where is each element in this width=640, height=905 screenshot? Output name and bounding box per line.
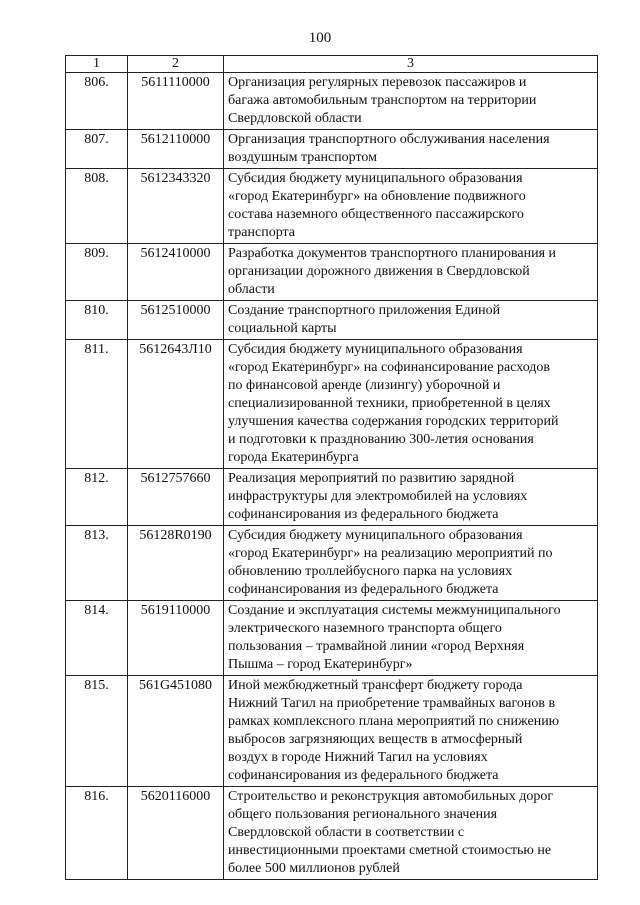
table-row — [66, 676, 598, 787]
column-header-code: 2 — [128, 56, 224, 73]
row-number-cell: 809. — [66, 244, 128, 301]
row-number-cell: 816. — [66, 787, 128, 880]
description-line: Субсидия бюджету муниципального образования — [228, 528, 523, 543]
description-line: организации дорожного движения в Свердловской — [228, 264, 530, 279]
description-line: «город Екатеринбург» на реализацию мероприятий по — [228, 546, 553, 561]
description-line: Реализация мероприятий по развитию зарядной — [228, 471, 515, 486]
description-line: общего пользования регионального значения — [228, 807, 498, 822]
description-cell — [224, 244, 598, 301]
budget-code-cell: 5619110000 — [128, 601, 224, 676]
description-line: по финансовой аренде (лизингу) уборочной и — [228, 378, 501, 393]
description-line: обновлению троллейбусного парка на условиях — [228, 564, 513, 579]
description-cell — [224, 676, 598, 787]
description-line: Пышма – город Екатеринбург» — [228, 657, 413, 672]
description-cell — [224, 169, 598, 244]
description-line: Организация транспортного обслуживания населения — [228, 132, 550, 147]
table-row — [66, 526, 598, 601]
table-row — [66, 469, 598, 526]
description-line: Иной межбюджетный трансферт бюджету города — [228, 678, 523, 693]
row-number-cell: 806. — [66, 73, 128, 130]
table-row — [66, 301, 598, 340]
budget-code-cell: 5612757660 — [128, 469, 224, 526]
description-line: инфраструктуры для электромобилей на условиях — [228, 489, 528, 504]
table-row — [66, 787, 598, 880]
budget-code-cell: 5612343320 — [128, 169, 224, 244]
column-header-number: 1 — [66, 56, 128, 73]
column-header-description: 3 — [224, 56, 598, 73]
page-number: 100 — [308, 30, 332, 46]
description-line: Разработка документов транспортного планирования и — [228, 246, 557, 261]
description-line: транспорта — [228, 225, 296, 240]
budget-code-cell: 5612410000 — [128, 244, 224, 301]
table-header-row — [66, 56, 598, 73]
description-cell — [224, 73, 598, 130]
description-line: воздух в городе Нижний Тагил на условиях — [228, 750, 488, 765]
description-line: более 500 миллионов рублей — [228, 861, 400, 876]
budget-code-cell: 561G451080 — [128, 676, 224, 787]
budget-code-cell: 5611110000 — [128, 73, 224, 130]
row-number-cell: 813. — [66, 526, 128, 601]
budget-code-cell: 56128R0190 — [128, 526, 224, 601]
description-line: Организация регулярных перевозок пассажиров и — [228, 75, 527, 90]
description-line: Субсидия бюджету муниципального образования — [228, 342, 523, 357]
description-line: улучшения качества содержания городских территорий — [228, 414, 559, 429]
description-line: состава наземного общественного пассажирского — [228, 207, 524, 222]
description-line: рамках комплексного плана мероприятий по снижению — [228, 714, 560, 729]
description-line: Создание транспортного приложения Единой — [228, 303, 501, 318]
description-cell — [224, 787, 598, 880]
row-number-cell: 815. — [66, 676, 128, 787]
description-cell — [224, 526, 598, 601]
row-number-cell: 808. — [66, 169, 128, 244]
description-line: области — [228, 282, 275, 297]
budget-codes-table — [65, 55, 598, 880]
row-number-cell: 811. — [66, 340, 128, 469]
description-line: пользования – трамвайной линии «город Верхняя — [228, 639, 525, 654]
description-line: и подготовки к празднованию 300-летия основания — [228, 432, 534, 447]
description-line: Нижний Тагил на приобретение трамвайных вагонов в — [228, 696, 556, 711]
description-line: Свердловской области — [228, 111, 362, 126]
row-number-cell: 810. — [66, 301, 128, 340]
description-line: Создание и эксплуатация системы межмуниципального — [228, 603, 561, 618]
budget-code-cell: 5620116000 — [128, 787, 224, 880]
description-line: города Екатеринбурга — [228, 450, 359, 465]
description-line: Строительство и реконструкция автомобильных дорог — [228, 789, 554, 804]
row-number-cell: 812. — [66, 469, 128, 526]
description-line: багажа автомобильным транспортом на территории — [228, 93, 537, 108]
description-cell — [224, 301, 598, 340]
description-line: Субсидия бюджету муниципального образования — [228, 171, 523, 186]
row-number-cell: 814. — [66, 601, 128, 676]
description-line: электрического наземного транспорта общего — [228, 621, 502, 636]
description-line: «город Екатеринбург» на обновление подвижного — [228, 189, 526, 204]
table-row — [66, 244, 598, 301]
description-line: инвестиционными проектами сметной стоимостью не — [228, 843, 552, 858]
description-line: Свердловской области в соответствии с — [228, 825, 465, 840]
table-row — [66, 130, 598, 169]
description-line: софинансирования из федерального бюджета — [228, 582, 499, 597]
table-row — [66, 601, 598, 676]
description-cell — [224, 469, 598, 526]
table-row — [66, 73, 598, 130]
description-line: «город Екатеринбург» на софинансирование расходов — [228, 360, 551, 375]
description-cell — [224, 340, 598, 469]
description-line: софинансирования из федерального бюджета — [228, 768, 499, 783]
description-cell — [224, 130, 598, 169]
description-line: специализированной техники, приобретенной в целях — [228, 396, 551, 411]
description-line: воздушным транспортом — [228, 150, 377, 165]
budget-code-cell: 5612110000 — [128, 130, 224, 169]
description-cell — [224, 601, 598, 676]
row-number-cell: 807. — [66, 130, 128, 169]
budget-code-cell: 5612643Л10 — [128, 340, 224, 469]
description-line: выбросов загрязняющих веществ в атмосферный — [228, 732, 523, 747]
table-row — [66, 169, 598, 244]
budget-code-cell: 5612510000 — [128, 301, 224, 340]
table-row — [66, 340, 598, 469]
description-line: социальной карты — [228, 321, 337, 336]
description-line: софинансирования из федерального бюджета — [228, 507, 499, 522]
